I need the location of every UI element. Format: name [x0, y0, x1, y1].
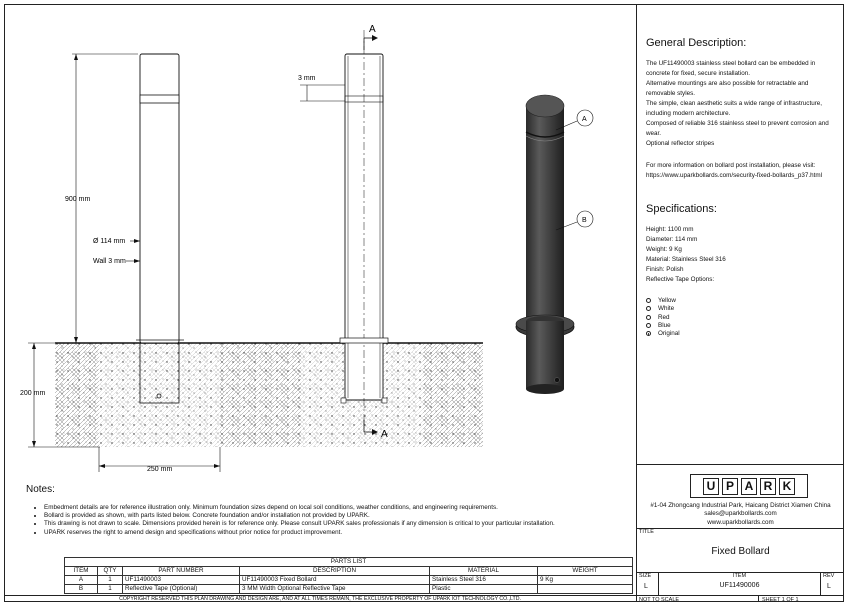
tape-option-red[interactable] — [646, 314, 680, 322]
dim-250: 250 mm — [147, 466, 173, 473]
more-info — [646, 161, 841, 181]
company-address: #1-04 Zhongcang Industrial Park, Haicang District Xiamen China — [650, 502, 831, 509]
logo-letter: R — [760, 478, 776, 495]
note-item: • This drawing is not drawn to scale. Dimensions provided herein is for reference only. Please consult UPARK sales professionals if any dimension is critical to your particular installation. — [44, 520, 604, 528]
callout-a: A — [582, 116, 587, 123]
header-cell: QTY — [98, 567, 123, 576]
cell: Reflective Tape (Optional) — [123, 585, 240, 594]
item-value: UF11490006 — [719, 582, 760, 589]
parts-list-title: PARTS LIST — [65, 558, 633, 567]
radio-icon[interactable] — [646, 315, 651, 320]
more-info-link[interactable]: https://www.uparkbollards.com/security-fixed-bollards_p37.html — [646, 172, 823, 179]
dim-200: 200 mm — [20, 390, 46, 397]
scale-note: NOT TO SCALE — [639, 597, 680, 603]
header-cell: DESCRIPTION — [240, 567, 430, 576]
company-address-block — [637, 502, 844, 527]
cell: B — [65, 585, 98, 594]
header-cell: ITEM — [65, 567, 98, 576]
general-description-title: General Description: — [646, 37, 747, 49]
tape-option-white[interactable] — [646, 305, 680, 313]
titleblock-line — [758, 595, 759, 602]
desc-paragraph: Composed of reliable 316 stainless steel to prevent corrosion and wear. — [646, 120, 829, 137]
dim-3mm: 3 mm — [298, 75, 316, 82]
tape-option-label: White — [658, 305, 675, 313]
spec-item: Reflective Tape Options: — [646, 276, 715, 283]
spec-item: Diameter: 114 mm — [646, 236, 698, 243]
section-label-bottom: A — [381, 429, 388, 440]
cell: Plastic — [430, 585, 538, 594]
radio-icon[interactable] — [646, 306, 651, 311]
tape-options — [646, 297, 680, 338]
size-value: L — [644, 583, 648, 590]
spec-item: Height: 1100 mm — [646, 226, 694, 233]
notes-list — [34, 504, 604, 537]
tape-option-yellow[interactable] — [646, 297, 680, 305]
cell: 3 MM Width Optional Reflective Tape — [240, 585, 430, 594]
spec-item: Finish: Polish — [646, 266, 684, 273]
dim-diameter: Ø 114 mm — [93, 238, 126, 245]
tape-option-original[interactable] — [646, 330, 680, 338]
drawing-title: Fixed Bollard — [711, 546, 770, 557]
spec-item: Material: Stainless Steel 316 — [646, 256, 726, 263]
ground-section — [55, 343, 483, 447]
radio-icon[interactable] — [646, 298, 651, 303]
desc-paragraph: Alternative mountings are also possible for retractable and removable styles. — [646, 80, 809, 97]
company-website[interactable]: www.uparkbollards.com — [707, 518, 774, 526]
titleblock-line — [637, 528, 844, 529]
table-row — [65, 585, 633, 594]
tape-option-blue[interactable] — [646, 322, 680, 330]
cell: 1 — [98, 576, 123, 585]
dim-900: 900 mm — [65, 196, 91, 203]
upark-logo — [690, 474, 808, 498]
parts-header-row — [65, 567, 633, 576]
titleblock-top-line — [637, 464, 844, 465]
logo-letter: U — [703, 478, 719, 495]
header-cell: WEIGHT — [538, 567, 633, 576]
note-item: • UPARK reserves the right to amend design and specifications without prior notice for product improvement. — [44, 529, 604, 537]
dim-wall: Wall 3 mm — [93, 258, 126, 265]
section-label-top: A — [369, 24, 376, 35]
bollard-3d-render — [516, 95, 574, 394]
callout-b: B — [582, 217, 587, 224]
cell: 1 — [98, 585, 123, 594]
logo-letter: K — [779, 478, 795, 495]
header-cell: MATERIAL — [430, 567, 538, 576]
cell — [538, 585, 633, 594]
titleblock-line — [820, 572, 821, 595]
logo-letter: P — [722, 478, 738, 495]
sheet-number: SHEET 1 OF 1 — [762, 597, 799, 603]
titleblock-line — [637, 595, 844, 596]
cell: A — [65, 576, 98, 585]
general-description — [646, 59, 836, 149]
size-label: SIZE — [639, 573, 652, 579]
tape-option-label: Blue — [658, 321, 671, 329]
bollard-section-right — [340, 30, 388, 435]
tape-option-label: Yellow — [658, 297, 676, 304]
radio-icon[interactable] — [646, 323, 651, 328]
desc-paragraph: Optional reflector stripes — [646, 140, 715, 147]
rev-value: L — [827, 583, 831, 590]
note-item: • Embedment details are for reference illustration only. Minimum foundation sizes depend on local soil conditions, weather conditions, and engineering requirements. — [44, 504, 604, 512]
desc-paragraph: The simple, clean aesthetic suits a wide range of infrastructure, including modern architecture. — [646, 100, 823, 117]
table-row — [65, 576, 633, 585]
cell: UF11490003 — [123, 576, 240, 585]
company-email[interactable]: sales@uparkbollards.com — [704, 510, 777, 518]
specifications-title: Specifications: — [646, 203, 717, 215]
spec-item: Weight: 9 Kg — [646, 246, 682, 253]
tape-option-label: Original — [658, 330, 680, 338]
cell: 9 Kg — [538, 576, 633, 585]
desc-paragraph: The UF11490003 stainless steel bollard can be embedded in concrete for fixed, secure installation. — [646, 60, 816, 77]
title-label: TITLE — [639, 529, 654, 535]
item-label: ITEM — [732, 573, 747, 579]
copyright-notice: COPYRIGHT RESERVED THIS PLAN DRAWING AND DESIGN ARE, AND AT ALL TIMES REMAIN, THE EXCLUSIVE PROPERTY OF UPARK IOT TECHNOLOGY CO.,LTD. — [119, 596, 521, 602]
parts-list-table — [64, 557, 633, 594]
note-item: • Bollard is provided as shown, with parts listed below. Concrete foundation and/or installation not provided by UPARK. — [44, 512, 604, 520]
radio-selected-icon[interactable] — [646, 331, 651, 336]
specifications-list — [646, 225, 726, 285]
logo-letter: A — [741, 478, 757, 495]
rev-label: REV — [823, 573, 835, 579]
cell: Stainless Steel 316 — [430, 576, 538, 585]
tape-option-label: Red — [658, 313, 670, 321]
more-info-text: For more information on bollard post installation, please visit: — [646, 162, 816, 169]
cell: UF11490003 Fixed Bollard — [240, 576, 430, 585]
header-cell: PART NUMBER — [123, 567, 240, 576]
notes-title: Notes: — [26, 484, 55, 495]
